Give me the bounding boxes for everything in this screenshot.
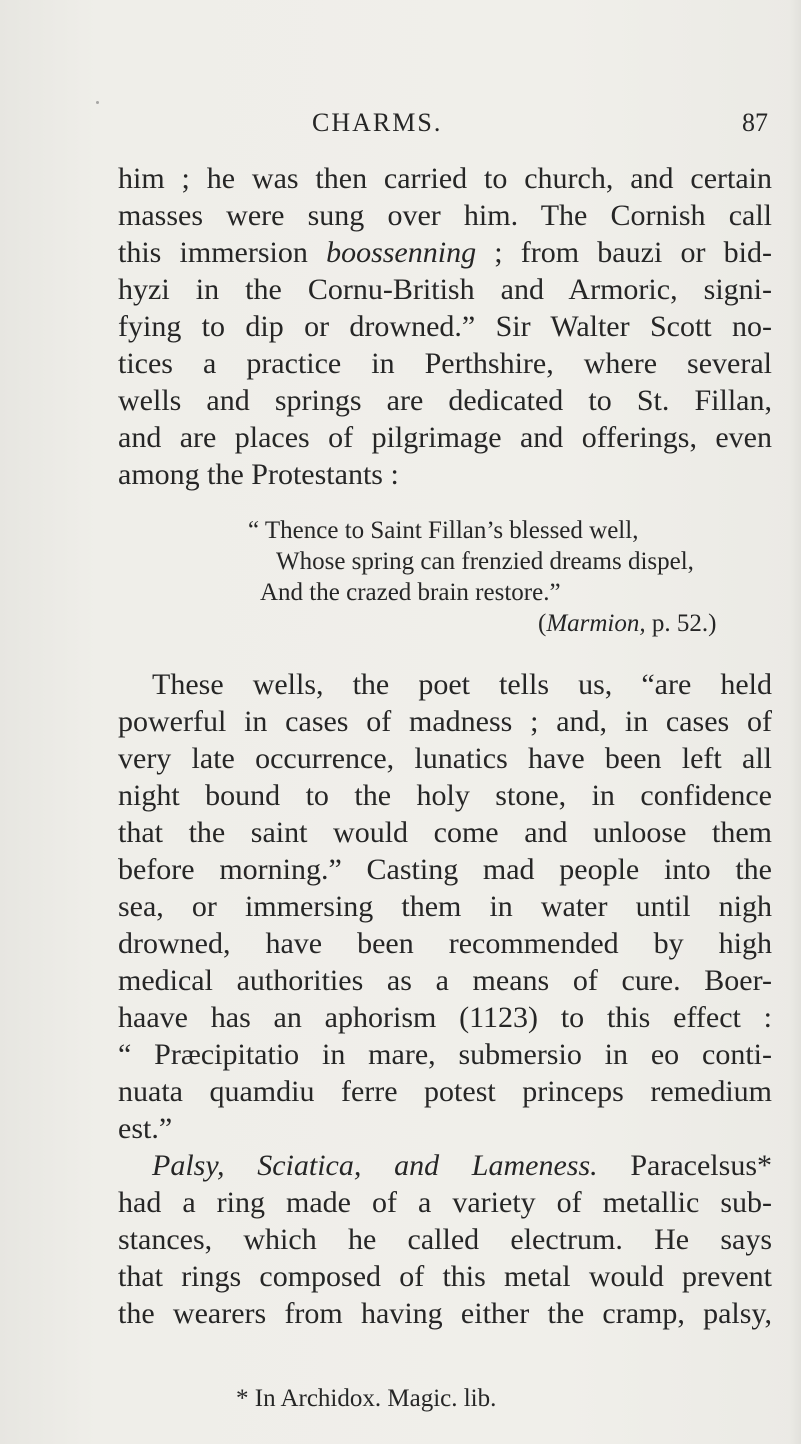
text-line: night bound to the holy stone, in confidence <box>118 779 772 812</box>
text-line: tices a practice in Perthshire, where several <box>118 347 772 380</box>
text-line: haave has an aphorism (1123) to this effect : <box>118 1001 772 1034</box>
text-line: est.” <box>118 1112 173 1145</box>
text-line: drowned, have been recommended by high <box>118 927 772 960</box>
text-line: him ; he was then carried to church, and certain <box>118 162 772 195</box>
text-line: that the saint would come and unloose them <box>118 816 772 849</box>
citation-paren: ( <box>538 610 547 637</box>
text-line: fying to dip or drowned.” Sir Walter Scott no- <box>118 310 772 343</box>
citation-page: p. 52.) <box>645 610 717 637</box>
footnote: * In Archidox. Magic. lib. <box>236 1385 497 1412</box>
page-edge-shadow <box>789 0 801 1444</box>
text-line: nuata quamdiu ferre potest princeps remedium <box>118 1075 772 1108</box>
text-line: sea, or immersing them in water until nigh <box>118 890 772 923</box>
page-number: 87 <box>742 108 768 137</box>
text-line: stances, which he called electrum. He says <box>118 1223 772 1256</box>
text-line <box>118 234 772 271</box>
text-line: medical authorities as a means of cure. Boer- <box>118 964 772 997</box>
paper-speck <box>96 101 99 104</box>
text-line: powerful in cases of madness ; and, in cases of <box>118 705 772 738</box>
verse-line: And the crazed brain restore.” <box>260 579 561 606</box>
text-line: among the Protestants : <box>118 458 399 491</box>
verse-line: Whose spring can frenzied dreams dispel, <box>276 548 694 575</box>
page-header <box>0 108 801 142</box>
text-line: before morning.” Casting mad people into the <box>118 853 772 886</box>
text-line: wells and springs are dedicated to St. Fillan, <box>118 384 772 417</box>
verse-line: “ Thence to Saint Fillan’s blessed well, <box>248 517 639 544</box>
text-line <box>152 1147 772 1184</box>
citation-title: Marmion, <box>546 610 646 637</box>
text-line: “ Præcipitatio in mare, submersio in eo conti- <box>118 1038 772 1071</box>
text-line: These wells, the poet tells us, “are held <box>152 668 772 701</box>
section-heading: Palsy, Sciatica, and Lameness. <box>152 1149 598 1182</box>
text-line: the wearers from having either the cramp, palsy, <box>118 1297 772 1330</box>
running-title: CHARMS. <box>312 108 443 137</box>
text-segment: ; from bauzi or bid- <box>476 236 772 269</box>
italic-term: boossenning <box>326 236 477 269</box>
verse-citation <box>538 608 716 639</box>
text-line: and are places of pilgrimage and offerings, even <box>118 421 772 454</box>
text-segment: this immersion <box>118 236 327 269</box>
text-line: had a ring made of a variety of metallic sub- <box>118 1186 772 1219</box>
text-line: very late occurrence, lunatics have been left all <box>118 742 772 775</box>
text-line: that rings composed of this metal would prevent <box>118 1260 772 1293</box>
text-line: masses were sung over him. The Cornish call <box>118 199 772 232</box>
text-line: hyzi in the Cornu-British and Armoric, signi- <box>118 273 772 306</box>
text-segment: Paracelsus* <box>597 1149 772 1182</box>
